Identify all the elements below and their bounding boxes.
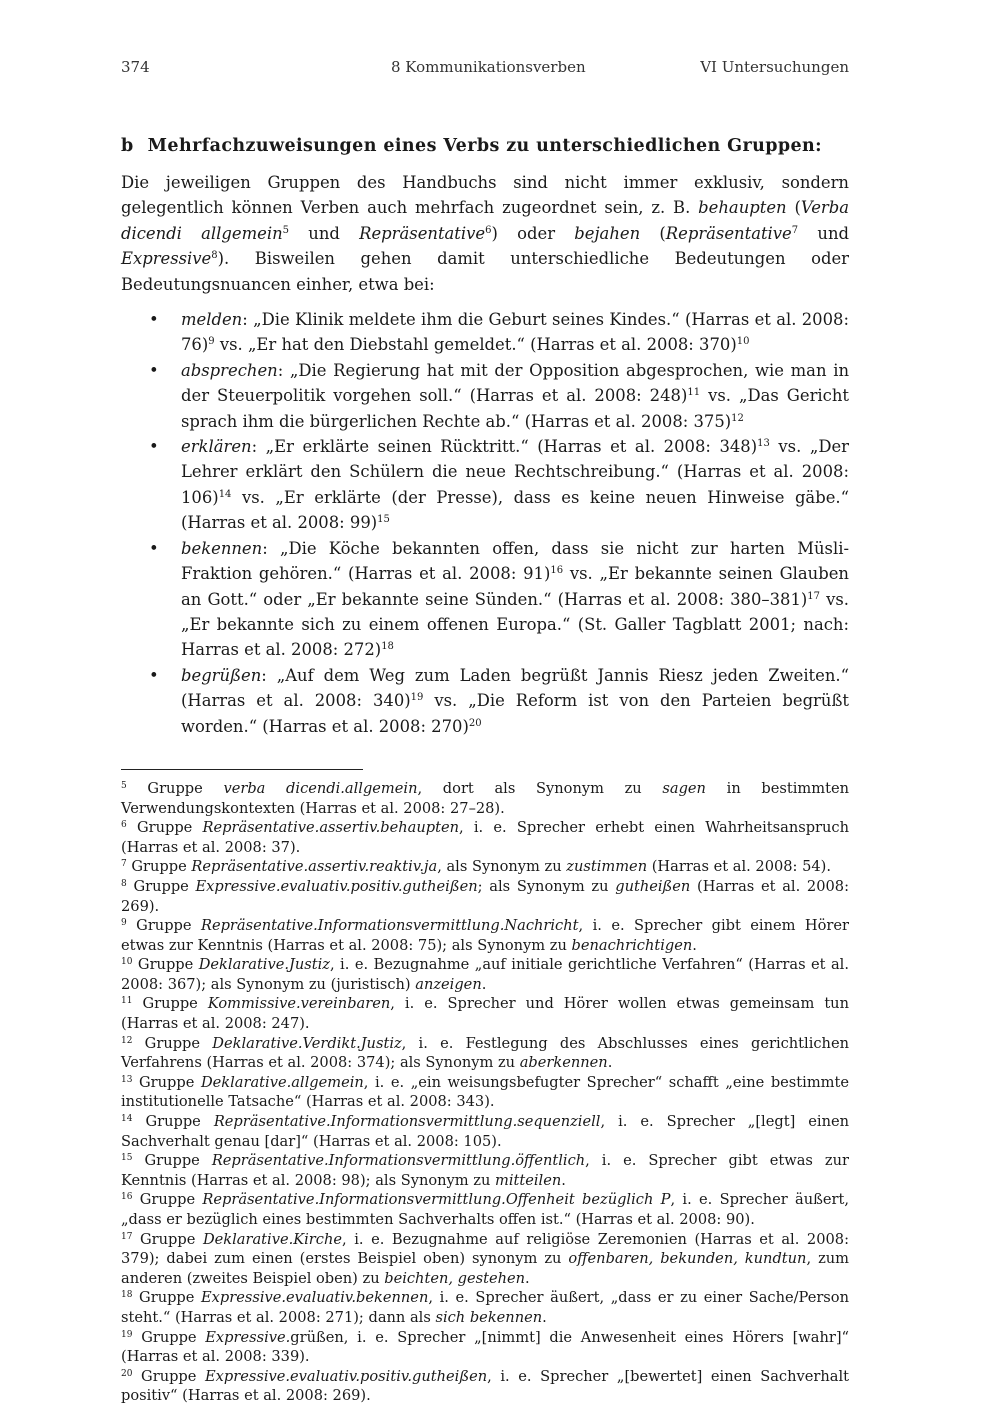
example-item bbox=[121, 358, 849, 434]
text-run: und bbox=[289, 223, 360, 243]
italic-term: Repräsentative.Informationsvermittlung.Nachricht bbox=[200, 917, 579, 935]
italic-term: Repräsentative.Informationsvermittlung.Offenheit bezüglich P bbox=[202, 1191, 671, 1209]
italic-term: Expressive bbox=[121, 249, 212, 269]
example-item bbox=[121, 307, 849, 358]
text-run: vs. „Er bekannte seinen Glauben an Gott.“ oder „Er bekannte seine Sünden.“ (Harras et al. 2008: 380–381) bbox=[181, 564, 849, 609]
footnote bbox=[121, 916, 849, 955]
text-run: ( bbox=[786, 198, 801, 218]
text-run: . bbox=[561, 1171, 566, 1189]
footnote-ref: 18 bbox=[381, 641, 394, 653]
italic-term: beichten, gestehen bbox=[384, 1269, 526, 1287]
example-item bbox=[121, 536, 849, 663]
running-header bbox=[121, 58, 849, 82]
text-run: Gruppe bbox=[132, 1328, 206, 1346]
italic-term: benachrichtigen bbox=[571, 936, 693, 954]
intro-paragraph bbox=[121, 170, 849, 297]
example-list bbox=[121, 307, 849, 739]
text-run: . bbox=[481, 975, 487, 993]
text-run: : „Die Klinik meldete ihm die Geburt seines Kindes.“ (Harras et al. 2008: 76) bbox=[181, 310, 849, 355]
text-run: ; als Synonym zu bbox=[477, 877, 616, 895]
footnote bbox=[121, 779, 849, 818]
footnote bbox=[121, 1288, 849, 1327]
text-run: . bbox=[542, 1308, 547, 1326]
text-run: , i. e. Sprecher „[bewertet] einen Sachverhalt positiv“ (Harras et al. 2008: 269). bbox=[121, 1367, 849, 1405]
text-run: : „Die Köche bekannten offen, dass sie nicht zur harten Müsli-Fraktion gehören.“ (Harras et al. 2008: 91) bbox=[181, 538, 849, 584]
footnote bbox=[121, 1034, 849, 1073]
footnote-ref: 9 bbox=[121, 918, 127, 929]
italic-term: Expressive. bbox=[205, 1328, 291, 1346]
text-run: , i. e. Sprecher äußert, „dass er bezüglich eines bestimmten Sachverhalts offen ist.“ (Harras et al. 2008: 90). bbox=[121, 1191, 849, 1228]
footnote-ref: 6 bbox=[485, 224, 492, 236]
bullet-icon: • bbox=[149, 310, 159, 330]
text-run: , als Synonym zu bbox=[437, 858, 567, 876]
text-run: Gruppe bbox=[132, 995, 208, 1013]
text-run: , i. e. Sprecher „[legt] einen Sachverhalt genau [dar]“ (Harras et al. 2008: 105). bbox=[121, 1113, 849, 1150]
footnote-ref: 17 bbox=[807, 590, 820, 602]
footnote-ref: 12 bbox=[121, 1035, 133, 1046]
text-run: vs. „Er hat den Diebstahl gemeldet.“ (Harras et al. 2008: 370) bbox=[214, 335, 737, 355]
text-run: Gruppe bbox=[132, 1034, 213, 1052]
footnote-ref: 16 bbox=[550, 565, 564, 577]
part-title: VI Untersuchungen bbox=[700, 58, 849, 76]
footnote bbox=[121, 818, 849, 857]
italic-term: melden bbox=[181, 310, 243, 330]
footnote-ref: 14 bbox=[121, 1114, 133, 1125]
italic-term: Kommissive.vereinbaren bbox=[207, 995, 391, 1013]
footnote bbox=[121, 877, 849, 916]
section-title: Mehrfachzuweisungen eines Verbs zu unterschiedlichen Gruppen: bbox=[147, 136, 823, 156]
footnote-ref: 11 bbox=[687, 387, 701, 399]
text-run: , dort als Synonym zu bbox=[417, 779, 663, 797]
text-run: : „Auf dem Weg zum Laden begrüßt Jannis Riesz jeden Zweiten.“ (Harras et al. 2008: 340) bbox=[181, 665, 849, 711]
footnote-ref: 7 bbox=[121, 859, 127, 870]
text-run: grüßen, i. e. Sprecher „[nimmt] die Anwesenheit eines Hörers [wahr]“ (Harras et al. 2008: 339). bbox=[121, 1328, 849, 1366]
text-run: Gruppe bbox=[132, 1073, 201, 1091]
footnote-ref: 19 bbox=[410, 692, 424, 704]
text-run: Gruppe bbox=[126, 779, 224, 797]
example-item bbox=[121, 434, 849, 536]
text-run: Gruppe bbox=[132, 1367, 206, 1385]
footnote-ref: 13 bbox=[121, 1074, 133, 1085]
text-run: Gruppe bbox=[132, 1230, 203, 1248]
italic-term: sich bekennen bbox=[435, 1308, 543, 1326]
italic-term: Deklarative.allgemein bbox=[200, 1073, 364, 1091]
italic-term: Repräsentative.Informationsvermittlung.öffentlich bbox=[211, 1152, 586, 1170]
bullet-icon: • bbox=[149, 360, 159, 380]
text-run: Gruppe bbox=[126, 819, 203, 837]
footnote-ref: 15 bbox=[121, 1153, 133, 1164]
footnote-ref: 20 bbox=[121, 1368, 133, 1379]
footnote bbox=[121, 955, 849, 994]
text-run: , i. e. „ein weisungsbefugter Sprecher“ schafft „eine bestimmte institutionelle Tatsache“ (Harras et al. 2008: 343). bbox=[121, 1073, 850, 1111]
text-run: vs. „Er bekannte sich zu einem offenen Europa.“ (St. Galler Tagblatt 2001; nach: Harras et al. 2008: 272) bbox=[181, 589, 849, 660]
text-run: Gruppe bbox=[126, 877, 196, 895]
italic-term: zustimmen bbox=[566, 858, 648, 876]
text-run: Gruppe bbox=[126, 917, 201, 935]
footnote-ref: 19 bbox=[121, 1329, 133, 1340]
italic-term: Verba dicendi allgemein bbox=[121, 198, 849, 243]
page-number: 374 bbox=[121, 58, 150, 76]
italic-term: absprechen bbox=[181, 360, 278, 380]
italic-term: bekennen bbox=[181, 538, 263, 558]
italic-term: behaupten bbox=[698, 198, 787, 218]
footnote-ref: 20 bbox=[468, 717, 482, 729]
text-run: Gruppe bbox=[132, 1191, 203, 1209]
footnote-ref: 12 bbox=[731, 412, 744, 424]
italic-term: verba dicendi.allgemein bbox=[223, 779, 418, 797]
footnote-ref: 7 bbox=[791, 224, 799, 236]
text-run: vs. „Er erklärte (der Presse), dass es keine neuen Hinweise gäbe.“ (Harras et al. 2008: 99) bbox=[181, 487, 849, 533]
footnote-ref: 18 bbox=[121, 1290, 133, 1301]
text-run: Gruppe bbox=[126, 858, 192, 876]
footnote-ref: 16 bbox=[121, 1192, 133, 1203]
footnote-ref: 11 bbox=[121, 996, 133, 1007]
footnote bbox=[121, 1328, 849, 1367]
text-run: . bbox=[607, 1054, 613, 1072]
italic-term: Repräsentative.assertiv.behaupten bbox=[202, 819, 460, 837]
text-run: Die jeweiligen Gruppen des Handbuchs sind nicht immer exklusiv, sondern gelegentlich können Verben auch mehrfach zugeordnet sein, z. B. bbox=[121, 173, 849, 218]
text-run: , i. e. Sprecher gibt einem Hörer etwas zur Kenntnis (Harras et al. 2008: 75); als Synonym zu bbox=[121, 917, 849, 954]
text-run: . bbox=[692, 936, 697, 954]
italic-term: Deklarative.Kirche bbox=[202, 1230, 342, 1248]
text-run: ). Bisweilen gehen damit unterschiedliche Bedeutungen oder Bedeutungsnuancen einher, etwa bei: bbox=[121, 249, 849, 294]
footnote bbox=[121, 1151, 849, 1190]
chapter-title: 8 Kommunikationsverben bbox=[391, 58, 586, 76]
text-run: ) oder bbox=[491, 223, 575, 243]
italic-term: erklären bbox=[181, 437, 252, 457]
italic-term: gutheißen bbox=[615, 877, 691, 895]
text-run: ( bbox=[640, 223, 666, 243]
footnote-ref: 5 bbox=[282, 224, 290, 236]
footnotes bbox=[121, 779, 849, 1406]
footnote-ref: 8 bbox=[121, 878, 127, 889]
text-run: Gruppe bbox=[132, 1113, 214, 1131]
text-run: (Harras et al. 2008: 54). bbox=[647, 858, 832, 876]
italic-term: Repräsentative.assertiv.reaktiv.ja bbox=[191, 858, 438, 876]
text-run: , i. e. Bezugnahme „auf initiale gerichtliche Verfahren“ (Harras et al. 2008: 367); als Synonym zu (juristisch) bbox=[121, 956, 849, 993]
footnote bbox=[121, 994, 849, 1033]
italic-term: mitteilen bbox=[494, 1171, 562, 1189]
example-item bbox=[121, 663, 849, 739]
text-run: , i. e. Bezugnahme auf religiöse Zeremonien (Harras et al. 2008: 379); dabei zum einen (erstes Beispiel oben) synonym zu bbox=[121, 1230, 849, 1268]
footnote-ref: 8 bbox=[211, 250, 218, 262]
text-run: (Harras et al. 2008: 269). bbox=[121, 877, 849, 915]
footnote-separator bbox=[121, 769, 363, 770]
italic-term: Expressive.evaluativ.bekennen bbox=[201, 1289, 429, 1307]
text-run: , zum anderen (zweites Beispiel oben) zu bbox=[121, 1250, 849, 1287]
text-run: Gruppe bbox=[132, 1152, 212, 1170]
text-run: vs. „Die Reform ist von den Parteien begrüßt worden.“ (Harras et al. 2008: 270) bbox=[181, 691, 849, 736]
bullet-icon: • bbox=[149, 665, 159, 685]
footnote bbox=[121, 1230, 849, 1289]
footnote bbox=[121, 857, 849, 877]
footnote-ref: 14 bbox=[218, 488, 232, 500]
book-page bbox=[121, 58, 849, 1406]
intro-text bbox=[121, 170, 849, 297]
footnote-ref: 10 bbox=[121, 957, 133, 968]
text-run: vs. „Der Lehrer erklärt den Schülern die neue Rechtschreibung.“ (Harras et al. 2008: 106) bbox=[181, 437, 849, 507]
italic-term: Deklarative.Verdikt.Justiz bbox=[212, 1034, 402, 1052]
text-run: vs. „Das Gericht sprach ihm die bürgerlichen Rechte ab.“ (Harras et al. 2008: 375) bbox=[181, 386, 849, 431]
text-run: : „Er erklärte seinen Rücktritt.“ (Harras et al. 2008: 348) bbox=[251, 437, 758, 457]
italic-term: Expressive.evaluativ.positiv.gutheißen bbox=[195, 877, 478, 895]
footnote-ref: 5 bbox=[121, 780, 127, 791]
footnote bbox=[121, 1190, 849, 1229]
italic-term: bejahen bbox=[574, 223, 641, 243]
footnote-ref: 13 bbox=[757, 438, 770, 450]
section-marker: b bbox=[121, 136, 134, 156]
text-run: , i. e. Sprecher gibt etwas zur Kenntnis (Harras et al. 2008: 98); als Synonym zu bbox=[121, 1152, 849, 1189]
footnote bbox=[121, 1112, 849, 1151]
italic-term: begrüßen bbox=[181, 665, 262, 685]
footnote-ref: 6 bbox=[121, 820, 127, 831]
text-run: Gruppe bbox=[132, 1289, 202, 1307]
italic-term: anzeigen bbox=[415, 975, 482, 993]
italic-term: Repräsentative.Informationsvermittlung.sequenziell bbox=[213, 1113, 601, 1131]
footnote-ref: 17 bbox=[121, 1231, 133, 1242]
bullet-icon: • bbox=[149, 437, 159, 457]
bullet-icon: • bbox=[149, 538, 159, 558]
text-run: in bestimmten Verwendungskontexten (Harras et al. 2008: 27–28). bbox=[121, 779, 849, 817]
text-run: , i. e. Sprecher erhebt einen Wahrheitsanspruch (Harras et al. 2008: 37). bbox=[121, 819, 849, 856]
footnote-ref: 15 bbox=[377, 514, 390, 526]
italic-term: offenbaren, bekunden, kundtun bbox=[568, 1250, 807, 1268]
italic-term: sagen bbox=[662, 779, 706, 797]
italic-term: Deklarative.Justiz bbox=[198, 956, 330, 974]
section-heading bbox=[121, 136, 849, 156]
italic-term: Repräsentative bbox=[665, 223, 792, 243]
text-run: und bbox=[798, 223, 849, 243]
text-run: . bbox=[525, 1269, 530, 1287]
footnote-ref: 10 bbox=[736, 336, 750, 348]
italic-term: Expressive.evaluativ.positiv.gutheißen bbox=[205, 1367, 488, 1385]
italic-term: Repräsentative bbox=[359, 223, 486, 243]
italic-term: aberkennen bbox=[519, 1054, 608, 1072]
text-run: , i. e. Festlegung des Abschlusses eines gerichtlichen Verfahrens (Harras et al. 2008: 374); als Synonym zu bbox=[121, 1034, 849, 1072]
footnote bbox=[121, 1073, 849, 1112]
text-run: , i. e. Sprecher und Hörer wollen etwas gemeinsam tun (Harras et al. 2008: 247). bbox=[121, 995, 849, 1033]
text-run: : „Die Regierung hat mit der Opposition abgesprochen, wie man in der Steuerpolitik vorgehen soll.“ (Harras et al. 2008: 248) bbox=[181, 360, 849, 406]
text-run: Gruppe bbox=[132, 956, 199, 974]
footnote-ref: 9 bbox=[208, 336, 215, 348]
text-run: , i. e. Sprecher äußert, „dass er zu einer Sache/Person steht.“ (Harras et al. 2008: 271); dann als bbox=[121, 1289, 849, 1326]
footnote bbox=[121, 1367, 849, 1406]
